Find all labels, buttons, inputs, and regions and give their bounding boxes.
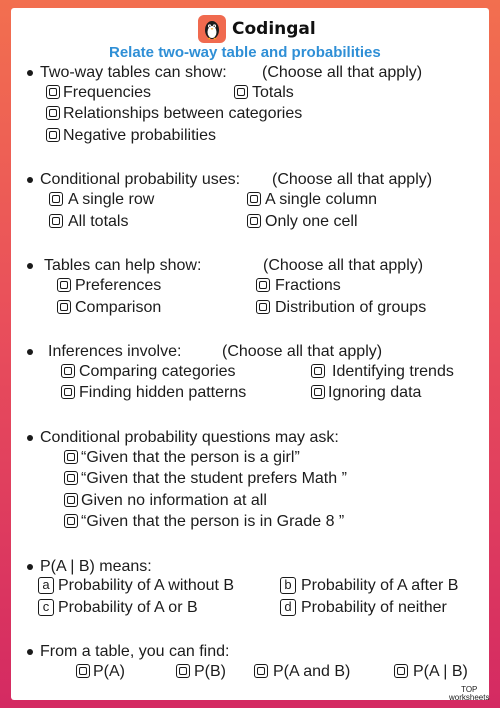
bullet bbox=[27, 435, 33, 441]
option-d-box[interactable]: d bbox=[280, 599, 296, 616]
checkbox-ignoring-data[interactable] bbox=[311, 385, 325, 399]
question-2-hint: (Choose all that apply) bbox=[272, 171, 433, 188]
option-label: Preferences bbox=[75, 277, 162, 294]
question-7-prompt: From a table, you can find: bbox=[40, 643, 230, 660]
option-label: Comparing categories bbox=[79, 363, 236, 380]
option-a-box[interactable]: a bbox=[38, 577, 54, 594]
option-label: “Given that the person is a girl” bbox=[81, 449, 300, 466]
checkbox-fractions[interactable] bbox=[256, 278, 270, 292]
question-3-prompt: Tables can help show: bbox=[44, 257, 202, 274]
option-label: Frequencies bbox=[63, 84, 152, 101]
bullet bbox=[27, 263, 33, 269]
option-label: P(B) bbox=[194, 663, 226, 680]
checkbox-preferences[interactable] bbox=[57, 278, 71, 292]
option-label: Probability of A without B bbox=[58, 577, 235, 594]
bullet bbox=[27, 70, 33, 76]
question-4-prompt: Inferences involve: bbox=[48, 343, 182, 360]
question-4-hint: (Choose all that apply) bbox=[222, 343, 383, 360]
question-1-hint: (Choose all that apply) bbox=[262, 64, 423, 81]
checkbox-totals[interactable] bbox=[234, 85, 248, 99]
option-label: Ignoring data bbox=[328, 384, 422, 401]
option-label: Given no information at all bbox=[81, 492, 267, 509]
option-label: A single row bbox=[68, 191, 155, 208]
checkbox-single-column[interactable] bbox=[247, 192, 261, 206]
option-label: Probability of A or B bbox=[58, 599, 198, 616]
checkbox-given-grade-8[interactable] bbox=[64, 514, 78, 528]
checkbox-p-a-given-b[interactable] bbox=[394, 664, 408, 678]
option-label: A single column bbox=[265, 191, 378, 208]
bullet bbox=[27, 649, 33, 655]
checkbox-identifying-trends[interactable] bbox=[311, 364, 325, 378]
question-3-hint: (Choose all that apply) bbox=[263, 257, 424, 274]
checkbox-p-b[interactable] bbox=[176, 664, 190, 678]
checkbox-finding-hidden-patterns[interactable] bbox=[61, 385, 75, 399]
question-5-prompt: Conditional probability questions may ask: bbox=[40, 429, 339, 446]
penguin-icon bbox=[198, 15, 226, 43]
option-label: Totals bbox=[252, 84, 294, 101]
checkbox-distribution-of-groups[interactable] bbox=[256, 300, 270, 314]
question-2-prompt: Conditional probability uses: bbox=[40, 171, 241, 188]
option-label: Comparison bbox=[75, 299, 162, 316]
checkbox-relationships[interactable] bbox=[46, 106, 60, 120]
checkbox-comparing-categories[interactable] bbox=[61, 364, 75, 378]
option-label: Only one cell bbox=[265, 213, 358, 230]
option-label: Distribution of groups bbox=[275, 299, 427, 316]
option-label: Fractions bbox=[275, 277, 341, 294]
option-label: Probability of neither bbox=[301, 599, 447, 616]
option-label: All totals bbox=[68, 213, 129, 230]
watermark-line-bottom: worksheets bbox=[449, 693, 490, 702]
option-label: P(A | B) bbox=[413, 663, 468, 680]
checkbox-single-row[interactable] bbox=[49, 192, 63, 206]
brand-name: Codingal bbox=[232, 19, 316, 39]
bullet bbox=[27, 564, 33, 570]
option-label: Probability of A after B bbox=[301, 577, 459, 594]
checkbox-only-one-cell[interactable] bbox=[247, 214, 261, 228]
checkbox-frequencies[interactable] bbox=[46, 85, 60, 99]
checkbox-given-math[interactable] bbox=[64, 471, 78, 485]
question-1-prompt: Two-way tables can show: bbox=[40, 64, 227, 81]
question-6-prompt: P(A | B) means: bbox=[40, 558, 152, 575]
checkbox-all-totals[interactable] bbox=[49, 214, 63, 228]
option-b-box[interactable]: b bbox=[280, 577, 296, 594]
option-label: Finding hidden patterns bbox=[79, 384, 247, 401]
bullet bbox=[27, 349, 33, 355]
option-label: Relationships between categories bbox=[63, 105, 303, 122]
checkbox-comparison[interactable] bbox=[57, 300, 71, 314]
option-label: “Given that the person is in Grade 8 ” bbox=[81, 513, 345, 530]
option-label: Identifying trends bbox=[332, 363, 454, 380]
checkbox-given-no-information[interactable] bbox=[64, 493, 78, 507]
option-label: Negative probabilities bbox=[63, 127, 216, 144]
option-label: “Given that the student prefers Math ” bbox=[81, 470, 347, 487]
logo bbox=[198, 15, 226, 43]
option-c-box[interactable]: c bbox=[38, 599, 54, 616]
watermark-line-top: TOP bbox=[461, 685, 478, 694]
option-label: P(A) bbox=[93, 663, 125, 680]
option-label: P(A and B) bbox=[273, 663, 351, 680]
checkbox-negative-probabilities[interactable] bbox=[46, 128, 60, 142]
footer-watermark bbox=[449, 686, 489, 702]
worksheet-page bbox=[11, 8, 489, 700]
checkbox-given-girl[interactable] bbox=[64, 450, 78, 464]
checkbox-p-a[interactable] bbox=[76, 664, 90, 678]
bullet bbox=[27, 177, 33, 183]
worksheet-title: Relate two-way table and probabilities bbox=[109, 44, 381, 61]
checkbox-p-a-and-b[interactable] bbox=[254, 664, 268, 678]
